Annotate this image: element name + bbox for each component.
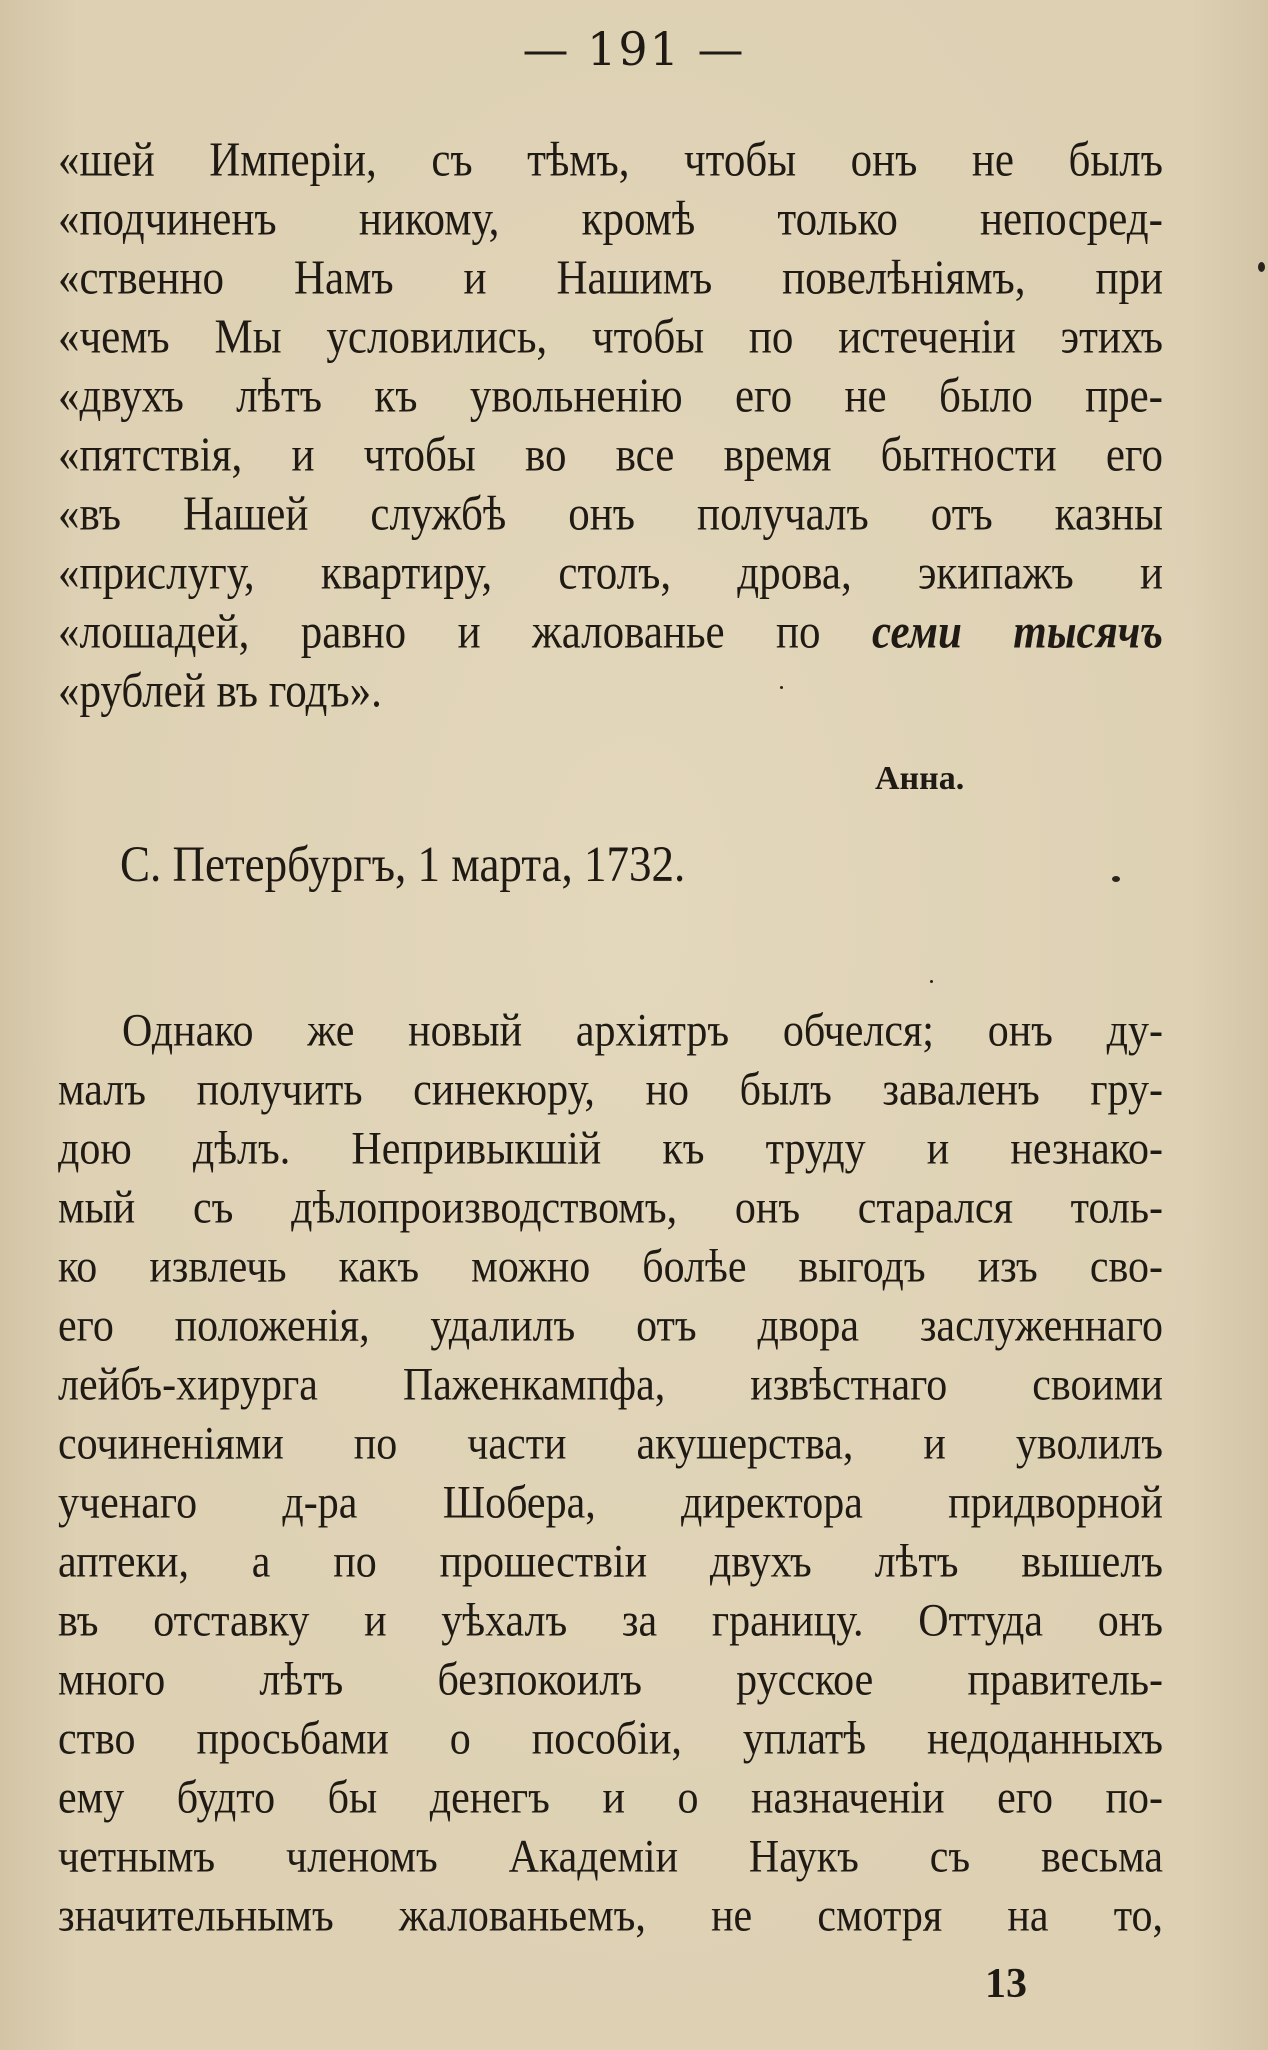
decree-signature: Анна. xyxy=(875,760,965,797)
body-line-10: аптеки, а по прошествіи двухъ лѣтъ вышелъ xyxy=(58,1536,1163,1588)
quote-line-5: «двухъ лѣтъ къ увольненію его не было пре- xyxy=(58,370,1163,423)
quote-line-9 xyxy=(58,599,1163,665)
quote-line-9-italic: семи тысячъ xyxy=(871,606,1163,659)
body-line-3: дою дѣлъ. Непривыкшій къ труду и незнако- xyxy=(58,1123,1163,1175)
quoted-decree xyxy=(58,131,1163,721)
quote-line-6: «пятствія, и чтобы во все время бытности его xyxy=(58,429,1163,482)
body-line-16: значительнымъ жалованьемъ, не смотря на то, xyxy=(58,1890,1163,1942)
ink-speck xyxy=(1258,262,1265,272)
body-paragraph xyxy=(58,1002,1163,1946)
quote-line-10: «рублей въ годъ». xyxy=(58,665,382,718)
ink-speck xyxy=(1112,876,1120,882)
signature-mark: 13 xyxy=(985,1961,1027,2007)
page-number-header: — 191 — xyxy=(522,22,746,76)
body-line-12: много лѣтъ безпокоилъ русское правитель- xyxy=(58,1654,1163,1706)
ink-speck xyxy=(780,686,783,689)
body-line-1: Однако же новый архіятръ обчелся; онъ ду- xyxy=(122,1005,1163,1057)
body-line-14: ему будто бы денегъ и о назначеніи его по- xyxy=(58,1772,1163,1824)
decree-dateline: С. Петербургъ, 1 марта, 1732. xyxy=(120,836,686,892)
quote-line-4: «чемъ Мы условились, чтобы по истеченіи этихъ xyxy=(58,311,1163,364)
body-line-6: его положенія, удалилъ отъ двора заслуженнаго xyxy=(58,1300,1163,1352)
ink-speck xyxy=(930,980,933,983)
quote-line-3: «ственно Намъ и Нашимъ повелѣніямъ, при xyxy=(58,252,1163,305)
quote-line-7: «въ Нашей службѣ онъ получалъ отъ казны xyxy=(58,488,1163,541)
body-line-7: лейбъ-хирурга Паженкампфа, извѣстнаго своими xyxy=(58,1359,1163,1411)
quote-line-1: «шей Имперіи, съ тѣмъ, чтобы онъ не былъ xyxy=(58,134,1163,187)
body-line-8: сочиненіями по части акушерства, и уволилъ xyxy=(58,1418,1163,1470)
body-line-11: въ отставку и уѣхалъ за границу. Оттуда онъ xyxy=(58,1595,1163,1647)
quote-line-8: «прислугу, квартиру, столъ, дрова, экипажъ и xyxy=(58,547,1163,600)
body-line-4: мый съ дѣлопроизводствомъ, онъ старался толь- xyxy=(58,1182,1163,1234)
body-line-5: ко извлечь какъ можно болѣе выгодъ изъ сво- xyxy=(58,1241,1163,1293)
body-line-2: малъ получить синекюру, но былъ заваленъ гру- xyxy=(58,1064,1163,1116)
quote-line-9-text: «лошадей, равно и жалованье по xyxy=(58,606,872,659)
body-line-13: ство просьбами о пособіи, уплатѣ недоданныхъ xyxy=(58,1713,1163,1765)
body-line-9: ученаго д-ра Шобера, директора придворной xyxy=(58,1477,1163,1529)
body-line-15: четнымъ членомъ Академіи Наукъ съ весьма xyxy=(58,1831,1163,1883)
quote-line-2: «подчиненъ никому, кромѣ только непосред- xyxy=(58,193,1163,246)
